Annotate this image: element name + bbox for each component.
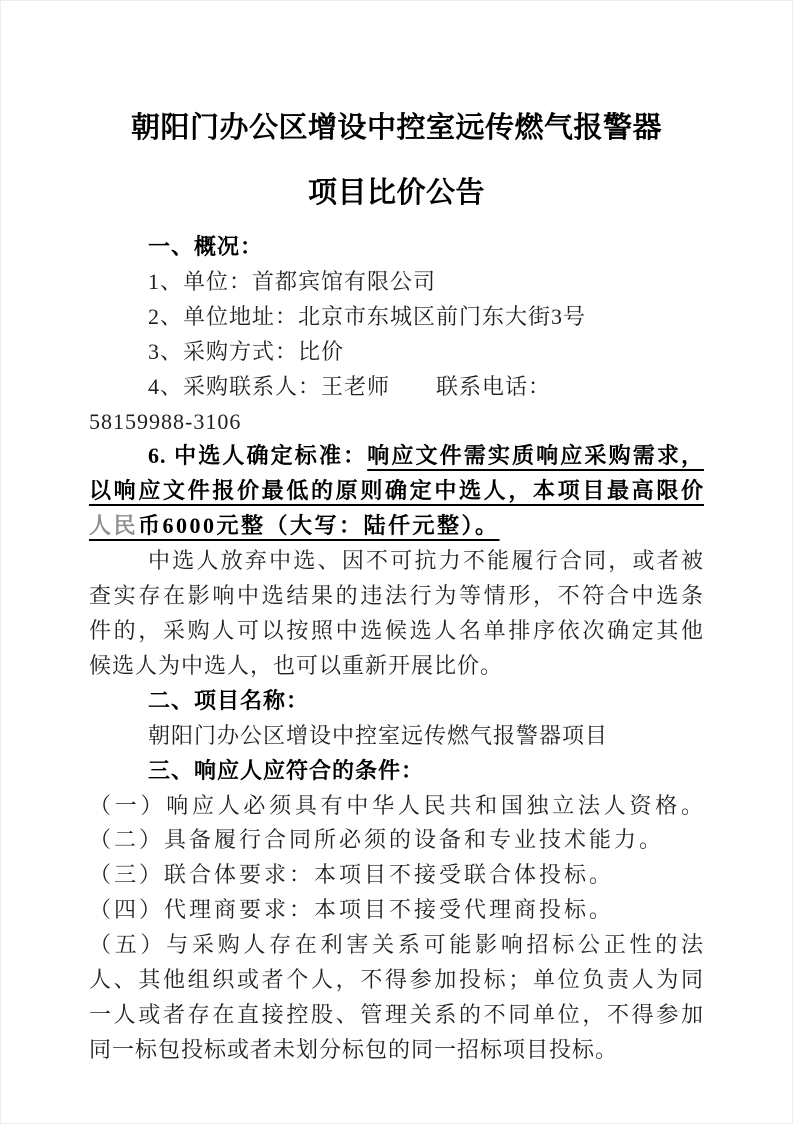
overview-item-contact: 4、采购联系人：王老师 联系电话： <box>148 373 552 399</box>
overview-heading: 一、概况： <box>148 234 264 259</box>
fallback-paragraph-line-2: 查实存在影响中选结果的违法行为等情形，不符合中选条 <box>89 583 704 609</box>
overview-item-address: 2、单位地址：北京市东城区前门东大街3号 <box>148 303 587 329</box>
section3-heading: 三、响应人应符合的条件： <box>148 757 425 783</box>
condition-5-line-3: 一人或者存在直接控股、管理关系的不同单位，不得参加 <box>89 1001 704 1027</box>
condition-5-line-2: 人、其他组织或者个人，不得参加投标；单位负责人为同 <box>89 967 704 993</box>
selection-criteria-underlined-1: 响应文件需实质响应采购需求， <box>367 443 704 469</box>
selection-criteria-label: 6. 中选人确定标准： <box>148 443 368 469</box>
document-title <box>89 1 704 226</box>
currency-prefix-text: 人民 <box>89 513 139 539</box>
fallback-paragraph-line-4: 候选人为中选人，也可以重新开展比价。 <box>89 652 504 678</box>
contact-phone: 58159988-3106 <box>89 408 242 434</box>
section2-heading: 二、项目名称： <box>148 687 310 713</box>
selection-criteria-line-2 <box>89 474 704 509</box>
document-title-line-1: 朝阳门办公区增设中控室远传燃气报警器 <box>130 112 662 144</box>
condition-5-line-4: 同一标包投标或者未划分标包的同一招标项目投标。 <box>89 1036 619 1062</box>
condition-5-line-1: （五）与采购人存在利害关系可能影响招标公正性的法 <box>89 932 704 958</box>
overview-item-method: 3、采购方式：比价 <box>148 338 345 364</box>
fallback-paragraph-line-3: 件的，采购人可以按照中选候选人名单排序依次确定其他 <box>89 617 704 643</box>
document-body <box>89 230 704 1068</box>
condition-1: （一）响应人必须具有中华人民共和国独立法人资格。 <box>89 792 704 818</box>
selection-criteria-line-3 <box>89 509 704 544</box>
selection-criteria-underlined-2: 以响应文件报价最低的原则确定中选人，本项目最高限价 <box>89 478 704 504</box>
condition-4: （四）代理商要求：本项目不接受代理商投标。 <box>89 897 615 923</box>
overview-item-unit: 1、单位：首都宾馆有限公司 <box>148 268 437 294</box>
condition-3: （三）联合体要求：本项目不接受联合体投标。 <box>89 862 615 888</box>
condition-2: （二）具备履行合同所必须的设备和专业技术能力。 <box>89 827 665 853</box>
fallback-paragraph-line-1: 中选人放弃中选、因不可抗力不能履行合同，或者被 <box>148 548 704 574</box>
selection-criteria-line-1 <box>89 439 704 474</box>
document-title-line-2: 项目比价公告 <box>307 177 485 209</box>
price-limit-text: 币6000元整（大写：陆仟元整）。 <box>138 513 500 539</box>
document-content <box>1 1 792 1068</box>
project-name: 朝阳门办公区增设中控室远传燃气报警器项目 <box>148 722 609 748</box>
